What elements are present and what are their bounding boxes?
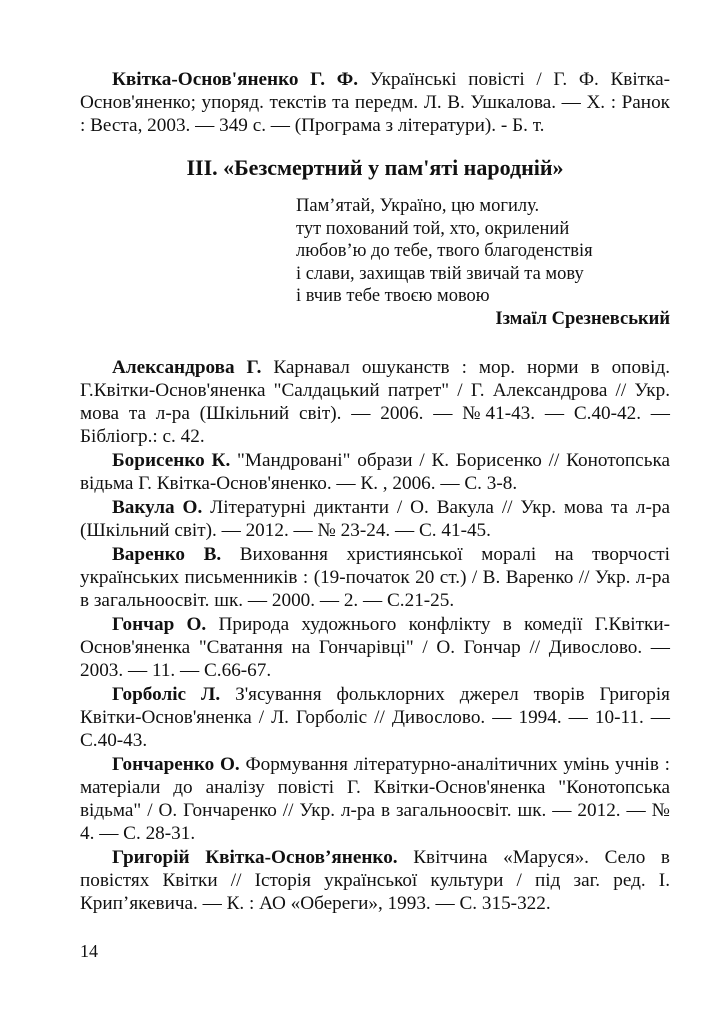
epigraph-line: любов’ю до тебе, твого благоденствія: [296, 241, 593, 261]
bibliography-entry: [80, 753, 670, 845]
epigraph-line: і вчив тебе твоєю мовою: [296, 286, 490, 306]
entry-text: З'ясування фольклорних джерел творів Григорія Квітки-Основ'яненка / Л. Горболіс // Дивослово. — 1994. — 10-11. — С.40-43.: [80, 684, 670, 751]
entry-author: Варенко В.: [112, 544, 222, 565]
entry-text: Квітчина «Маруся». Село в повістях Квітки // Історія української культури / під заг. ред. І. Крип’якевича. — К. : АО «Обереги», 1993. — С. 315-322.: [80, 847, 670, 914]
entry-text: Карнавал ошуканств : мор. норми в оповід. Г.Квітки-Основ'яненка "Салдацький патрет" / Г. Александрова // Укр. мова та л-ра (Шкільний світ). — 2006. — №41-43. — С.40-42. — Бібліогр.: с. 42.: [80, 357, 670, 447]
entry-text: "Мандровані" образи / К. Борисенко // Конотопська відьма Г. Квітка-Основ'яненко. — К. , 2006. — С. 3-8.: [80, 450, 670, 494]
section-title: ІІІ. «Безсмертний у пам'яті народній»: [186, 155, 564, 180]
entry-text: Виховання християнської моралі на творчості українських письменників : (19-початок 20 ст.) / В. Варенко // Укр. л-ра в загальноосвіт. шк. — 2000. — 2. — С.21-25.: [80, 544, 670, 611]
entry-author: Александрова Г.: [112, 357, 262, 378]
entry-author: Горболіс Л.: [112, 684, 221, 705]
entry-text: Формування літературно-аналітичних умінь учнів : матеріали до аналізу повісті Г. Квітки-Основ'яненка "Конотопська відьма" / О. Гончаренко // Укр. л-ра в загальноосвіт. шк. — 2012. — № 4. — С. 28-31.: [80, 754, 670, 844]
entry-author: Вакула О.: [112, 497, 203, 518]
entry-author: Квітка-Основ'яненко Г. Ф.: [112, 69, 358, 90]
bibliography-entry: [80, 613, 670, 682]
spacer: [80, 330, 670, 356]
epigraph-line: тут похований той, хто, окрилений: [296, 218, 570, 239]
epigraph: [296, 195, 670, 330]
entry-author: Гончаренко О.: [112, 754, 240, 775]
entry-text: Літературні диктанти / О. Вакула // Укр. мова та л-ра (Шкільний світ). — 2012. — № 23-24. — С. 41-45.: [80, 497, 670, 541]
bibliography-entry-intro: [80, 68, 670, 137]
epigraph-author: Ізмаїл Срезневський: [495, 308, 670, 329]
bibliography-entry: [80, 543, 670, 612]
page-number: 14: [80, 941, 98, 961]
bibliography-entry: [80, 449, 670, 495]
entry-author: Гончар О.: [112, 614, 207, 635]
epigraph-line: і слави, захищав твій звичай та мову: [296, 263, 584, 284]
page-content: [80, 68, 670, 915]
entry-author: Борисенко К.: [112, 450, 231, 471]
entry-text: Природа художнього конфлікту в комедії Г.Квітки-Основ'яненка "Сватання на Гончарівці" / О. Гончар // Дивослово. — 2003. — 11. — С.66-67.: [80, 614, 670, 681]
bibliography-entry: [80, 496, 670, 542]
bibliography-entry: [80, 683, 670, 752]
entry-text: Українські повісті / Г. Ф. Квітка-Основ'яненко; упоряд. текстів та передм. Л. В. Ушкалова. — Х. : Ранок : Веста, 2003. — 349 с. — (Програма з літератури). - Б. т.: [80, 69, 671, 136]
epigraph-line: Пам’ятай, Україно, цю могилу.: [296, 196, 540, 216]
bibliography-entry: [80, 846, 670, 915]
entry-author: Григорій Квітка-Основ’яненко.: [112, 847, 398, 868]
bibliography-entry: [80, 356, 670, 448]
